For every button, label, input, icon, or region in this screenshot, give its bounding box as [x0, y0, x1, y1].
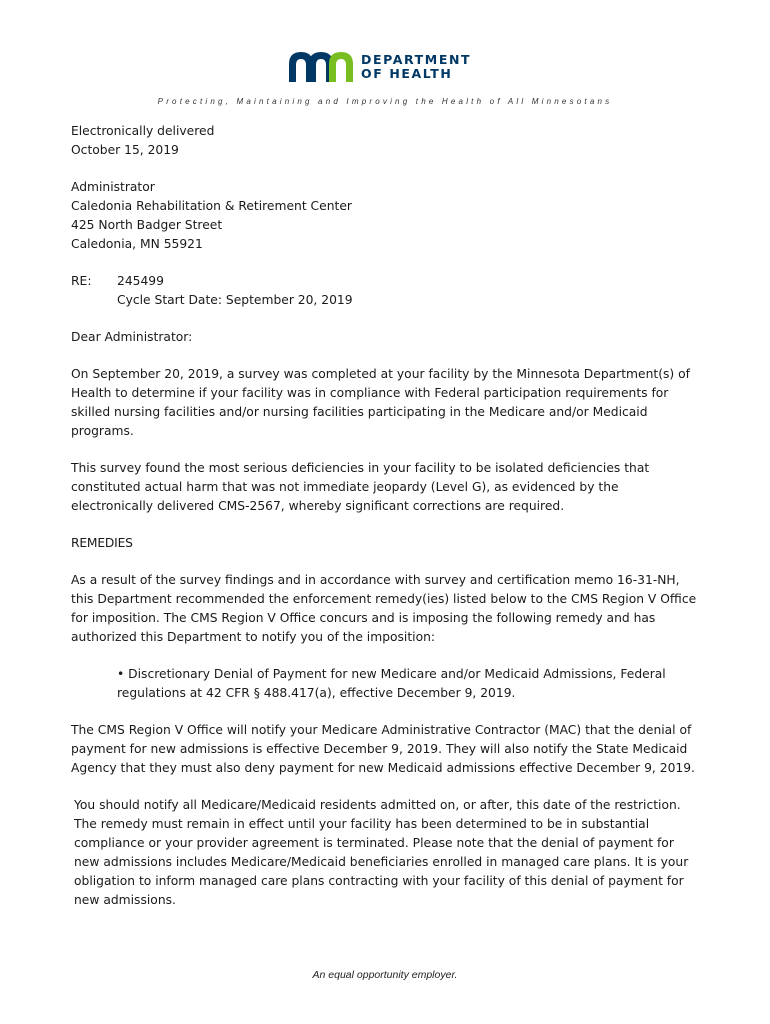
- paragraph-deficiencies: This survey found the most serious deficiencies in your facility to be isolated deficiencies that constituted actual harm that was not immediate jeopardy (Level G), as evidenced by the electronically delivered CMS-2567, whereby significant corrections are required.: [71, 461, 650, 513]
- letter-date: October 15, 2019: [71, 143, 179, 157]
- re-label: RE:: [71, 274, 92, 288]
- delivery-block: [71, 122, 701, 160]
- logo-line-1: DEPARTMENT: [361, 52, 472, 67]
- logo-wordmark: [361, 53, 471, 81]
- re-block: [71, 272, 701, 310]
- address-line: Caledonia Rehabilitation & Retirement Center: [71, 199, 352, 213]
- mn-logo-icon: [289, 52, 353, 82]
- logo-line-2: OF HEALTH: [361, 66, 453, 81]
- paragraph-remedies: As a result of the survey findings and in accordance with survey and certification memo 16-31-NH, this Department recommended the enforcement remedy(ies) listed below to the CMS Region V Office for imposition. The CMS Region V Office concurs and is imposing the following remedy and has authorized this Department to notify you of the imposition:: [71, 573, 697, 644]
- salutation: Dear Administrator:: [71, 330, 193, 344]
- address-line: Caledonia, MN 55921: [71, 237, 203, 251]
- footer-text: An equal opportunity employer.: [312, 969, 458, 981]
- cycle-start-date: Cycle Start Date: September 20, 2019: [117, 293, 353, 307]
- paragraph-survey: On September 20, 2019, a survey was completed at your facility by the Minnesota Department(s) of Health to determine if your facility was in compliance with Federal participation requirements for skilled nursing facilities and/or nursing facilities participating in the Medicare and/or Medicaid programs.: [71, 367, 690, 438]
- mdh-logo: [289, 52, 471, 82]
- remedies-heading: REMEDIES: [71, 536, 133, 550]
- provider-number: 245499: [117, 274, 164, 288]
- re-content: [117, 272, 353, 310]
- tagline: Protecting, Maintaining and Improving the Health of All Minnesotans: [157, 97, 613, 106]
- remedy-bullet: • Discretionary Denial of Payment for new Medicare and/or Medicaid Admissions, Federal regulations at 42 CFR § 488.417(a), effective December 9, 2019.: [117, 667, 666, 700]
- paragraph-mac-notice: The CMS Region V Office will notify your Medicare Administrative Contractor (MAC) that the denial of payment for new admissions is effective December 9, 2019. They will also notify the State Medicaid Agency that they must also deny payment for new Medicaid admissions effective December 9, 2019.: [71, 723, 695, 775]
- address-line: Administrator: [71, 180, 155, 194]
- address-line: 425 North Badger Street: [71, 218, 223, 232]
- paragraph-resident-notice: You should notify all Medicare/Medicaid residents admitted on, or after, this date of the restriction. The remedy must remain in effect until your facility has been determined to be in substantial compliance or your provider agreement is terminated. Please note that the denial of payment for new admissions includes Medicare/Medicaid beneficiaries enrolled in managed care plans. It is your obligation to inform managed care plans contracting with your facility of this denial of payment for new admissions.: [74, 798, 689, 907]
- letter-body: [71, 122, 701, 928]
- recipient-address: [71, 178, 701, 254]
- delivery-method: Electronically delivered: [71, 124, 215, 138]
